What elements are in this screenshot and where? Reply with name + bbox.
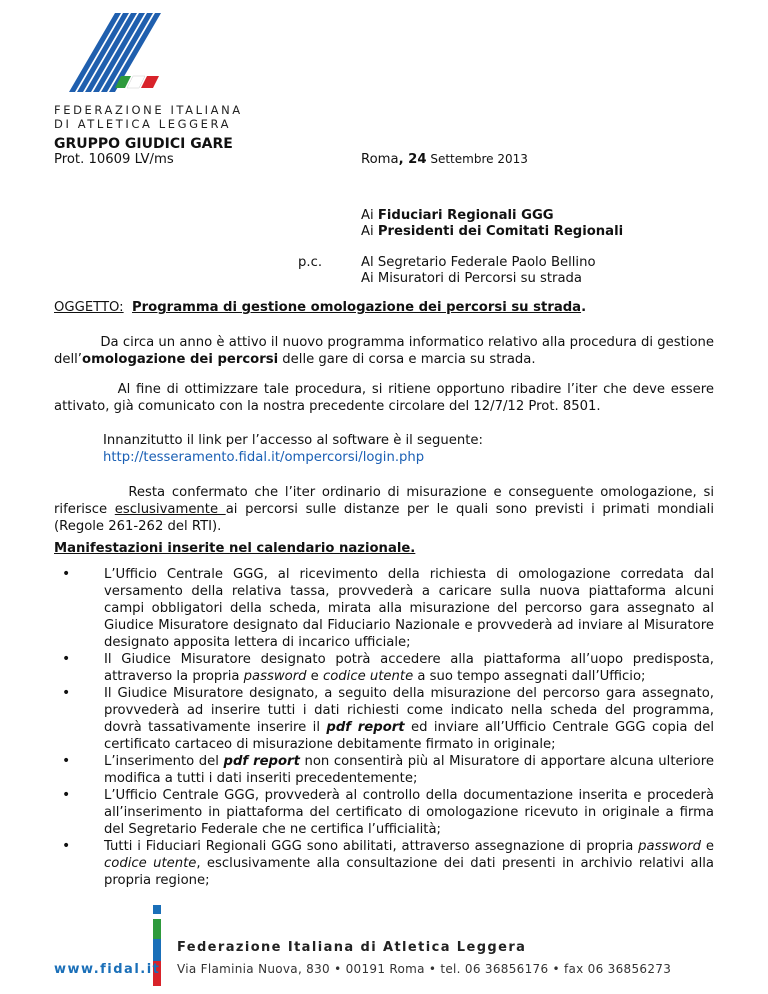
procedure-bullet-list (62, 566, 714, 889)
footer-website[interactable]: www.fidal.it (54, 962, 161, 977)
recipient-regional-presidents: Ai Presidenti dei Comitati Regionali (361, 224, 624, 239)
federation-name-line1: FEDERAZIONE ITALIANA (54, 103, 243, 117)
recipient-regional-fiduciaries: Ai Fiduciari Regionali GGG (361, 208, 554, 223)
paragraph-software-link: Innanzitutto il link per l’accesso al software è il seguente: http://tesseramento.fidal.it/ompercorsi/login.php (103, 433, 483, 465)
list-item: • L’Ufficio Centrale GGG, provvederà al controllo della documentazione inserita e procederà all’inserimento in piattaforma del certificato di omologazione ricevuto in originale a firma del Segretario Federale che ne certifica l’ufficialità; (62, 787, 714, 838)
recipient-route-measurers: Ai Misuratori di Percorsi su strada (361, 271, 583, 286)
list-item: • Il Giudice Misuratore designato potrà accedere alla piattaforma all’uopo predisposta, attraverso la propria password e codice utente a suo tempo assegnati dall’Ufficio; (62, 651, 714, 685)
federation-name-line2: DI ATLETICA LEGGERA (54, 117, 232, 131)
list-item: • Tutti i Fiduciari Regionali GGG sono abilitati, attraverso assegnazione di propria password e codice utente, esclusivamente alla consultazione dei dati presenti in archivio relativi alla propria regione; (62, 838, 714, 889)
recipient-federal-secretary: Al Segretario Federale Paolo Bellino (361, 255, 596, 270)
cc-label: p.c. (298, 255, 323, 270)
software-link[interactable]: http://tesseramento.fidal.it/ompercorsi/login.php (103, 450, 425, 465)
fidal-logo (55, 10, 180, 100)
list-item: • L’inserimento del pdf report non consentirà più al Misuratore di apportare alcuna ulteriore modifica a tutti i dati inseriti precedentemente; (62, 753, 714, 787)
footer-address: Via Flaminia Nuova, 830 • 00191 Roma • tel. 06 36856176 • fax 06 36856273 (177, 962, 672, 976)
letter-date: Roma, 24 Settembre 2013 (361, 152, 528, 167)
list-item: • L’Ufficio Centrale GGG, al ricevimento della richiesta di omologazione corredata dal versamento della relativa tassa, provvederà a caricare sulla nuova piattaforma alcuni campi obbligatori della scheda, mirata alla misurazione del percorso gara assegnato al Giudice Misuratore designato dal Fiduciario Nazionale e provvederà ad inviare al Misuratore designato apposita lettera di incarico ufficiale; (62, 566, 714, 651)
list-item: • Il Giudice Misuratore designato, a seguito della misurazione del percorso gara assegnato, provvederà ad inserire tutti i dati richiesti come indicato nella scheda del programma, dovrà tassativamente inserire il pdf report ed inviare all’Ufficio Centrale GGG copia del certificato cartaceo di misurazione debitamente firmato in originale; (62, 685, 714, 753)
paragraph-procedure: Al fine di ottimizzare tale procedura, si ritiene opportuno ribadire l’iter che deve essere attivato, già comunicato con la nostra precedente circolare del 12/7/12 Prot. 8501. (54, 382, 714, 414)
footer-federation-name: Federazione Italiana di Atletica Leggera (177, 940, 527, 955)
protocol-number: Prot. 10609 LV/ms (54, 152, 174, 167)
group-title: GRUPPO GIUDICI GARE (54, 136, 233, 152)
paragraph-intro: Da circa un anno è attivo il nuovo programma informatico relativo alla procedura di gestione dell’omologazione dei percorsi delle gare di corsa e marcia su strada. (54, 335, 714, 367)
subject-line: OGGETTO: Programma di gestione omologazione dei percorsi su strada. (54, 300, 587, 315)
paragraph-scope: Resta confermato che l’iter ordinario di misurazione e conseguente omologazione, si riferisce esclusivamente ai percorsi sulle distanze per le quali sono previsti i primati mondiali (Regole 261-262 del RTI). (54, 485, 714, 534)
section-heading: Manifestazioni inserite nel calendario nazionale. (54, 541, 416, 556)
